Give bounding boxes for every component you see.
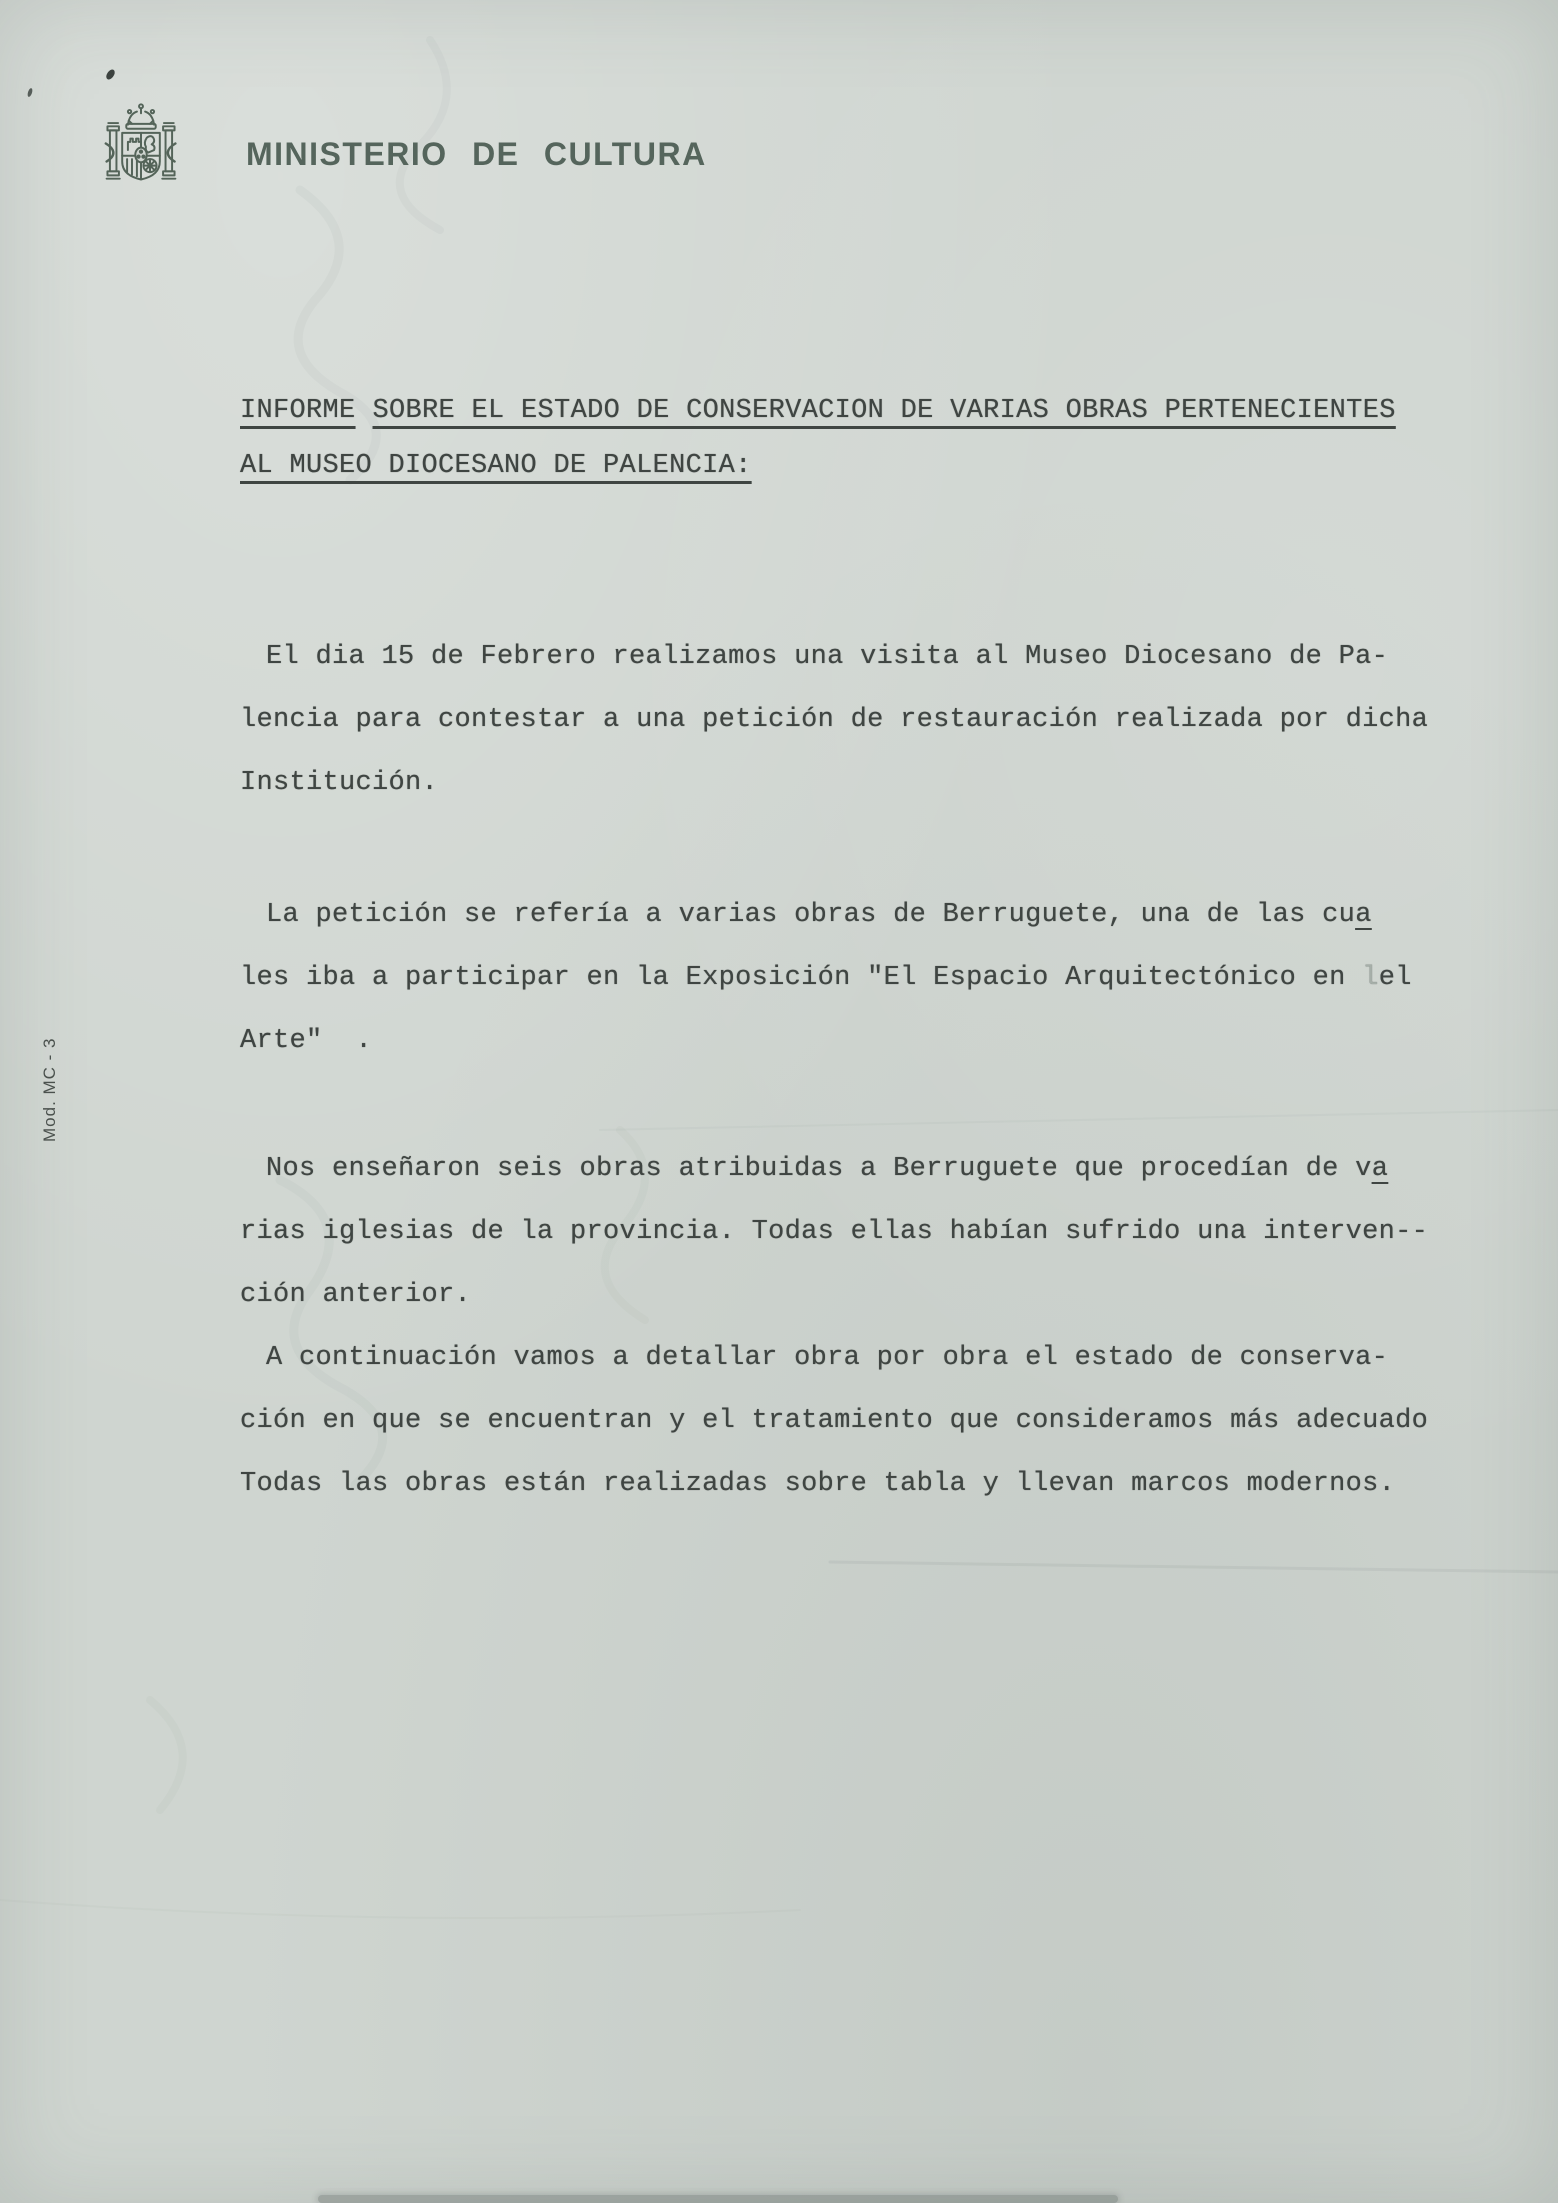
report-title-word-informe: INFORME <box>240 396 356 426</box>
report-title-line-1 <box>240 384 1440 439</box>
text-line: La petición se refería a varias obras de Berruguete, una de las cua <box>266 900 1372 930</box>
text-line: A continuación vamos a detallar obra por obra el estado de conserva- <box>266 1343 1389 1373</box>
ink-speck <box>27 88 34 98</box>
report-title-line-2: AL MUSEO DIOCESANO DE PALENCIA: <box>240 451 752 481</box>
paragraph-4 <box>240 1327 1430 1516</box>
text-line: Arte" . <box>240 1026 373 1056</box>
paragraph-1 <box>240 626 1430 815</box>
text-line: El dia 15 de Febrero realizamos una visita al Museo Diocesano de Pa- <box>266 642 1389 672</box>
report-title-line-1-rest: SOBRE EL ESTADO DE CONSERVACION DE VARIAS OBRAS PERTENECIENTES <box>372 396 1396 426</box>
report-title <box>240 384 1440 494</box>
paragraph-2 <box>240 884 1430 1073</box>
text-line: ción en que se encuentran y el tratamiento que consideramos más adecuado <box>240 1406 1429 1436</box>
text-line: Institución. <box>240 768 439 798</box>
text-line: les iba a participar en la Exposición "El Espacio Arquitectónico en lel <box>240 963 1412 993</box>
spain-coat-of-arms-icon <box>96 96 186 200</box>
form-code-label: Mod. MC - 3 <box>40 1037 59 1142</box>
text-line: Todas las obras están realizadas sobre tabla y llevan marcos modernos. <box>240 1469 1396 1499</box>
word-break-underline: a <box>1371 1154 1389 1184</box>
text-line: lencia para contestar a una petición de restauración realizada por dicha <box>240 705 1429 735</box>
text-line: Nos enseñaron seis obras atribuidas a Berruguete que procedían de va <box>266 1154 1389 1184</box>
ghost-character: l <box>1362 963 1379 993</box>
paragraph-3 <box>240 1138 1430 1327</box>
ministry-header-title: MINISTERIO DE CULTURA <box>246 136 707 172</box>
word-break-underline: a <box>1355 900 1372 930</box>
ink-speck <box>105 68 116 81</box>
text-line: rias iglesias de la provincia. Todas ellas habían sufrido una interven-- <box>240 1217 1429 1247</box>
text-line: ción anterior. <box>240 1280 472 1310</box>
scan-edge-shadow <box>318 2195 1118 2203</box>
